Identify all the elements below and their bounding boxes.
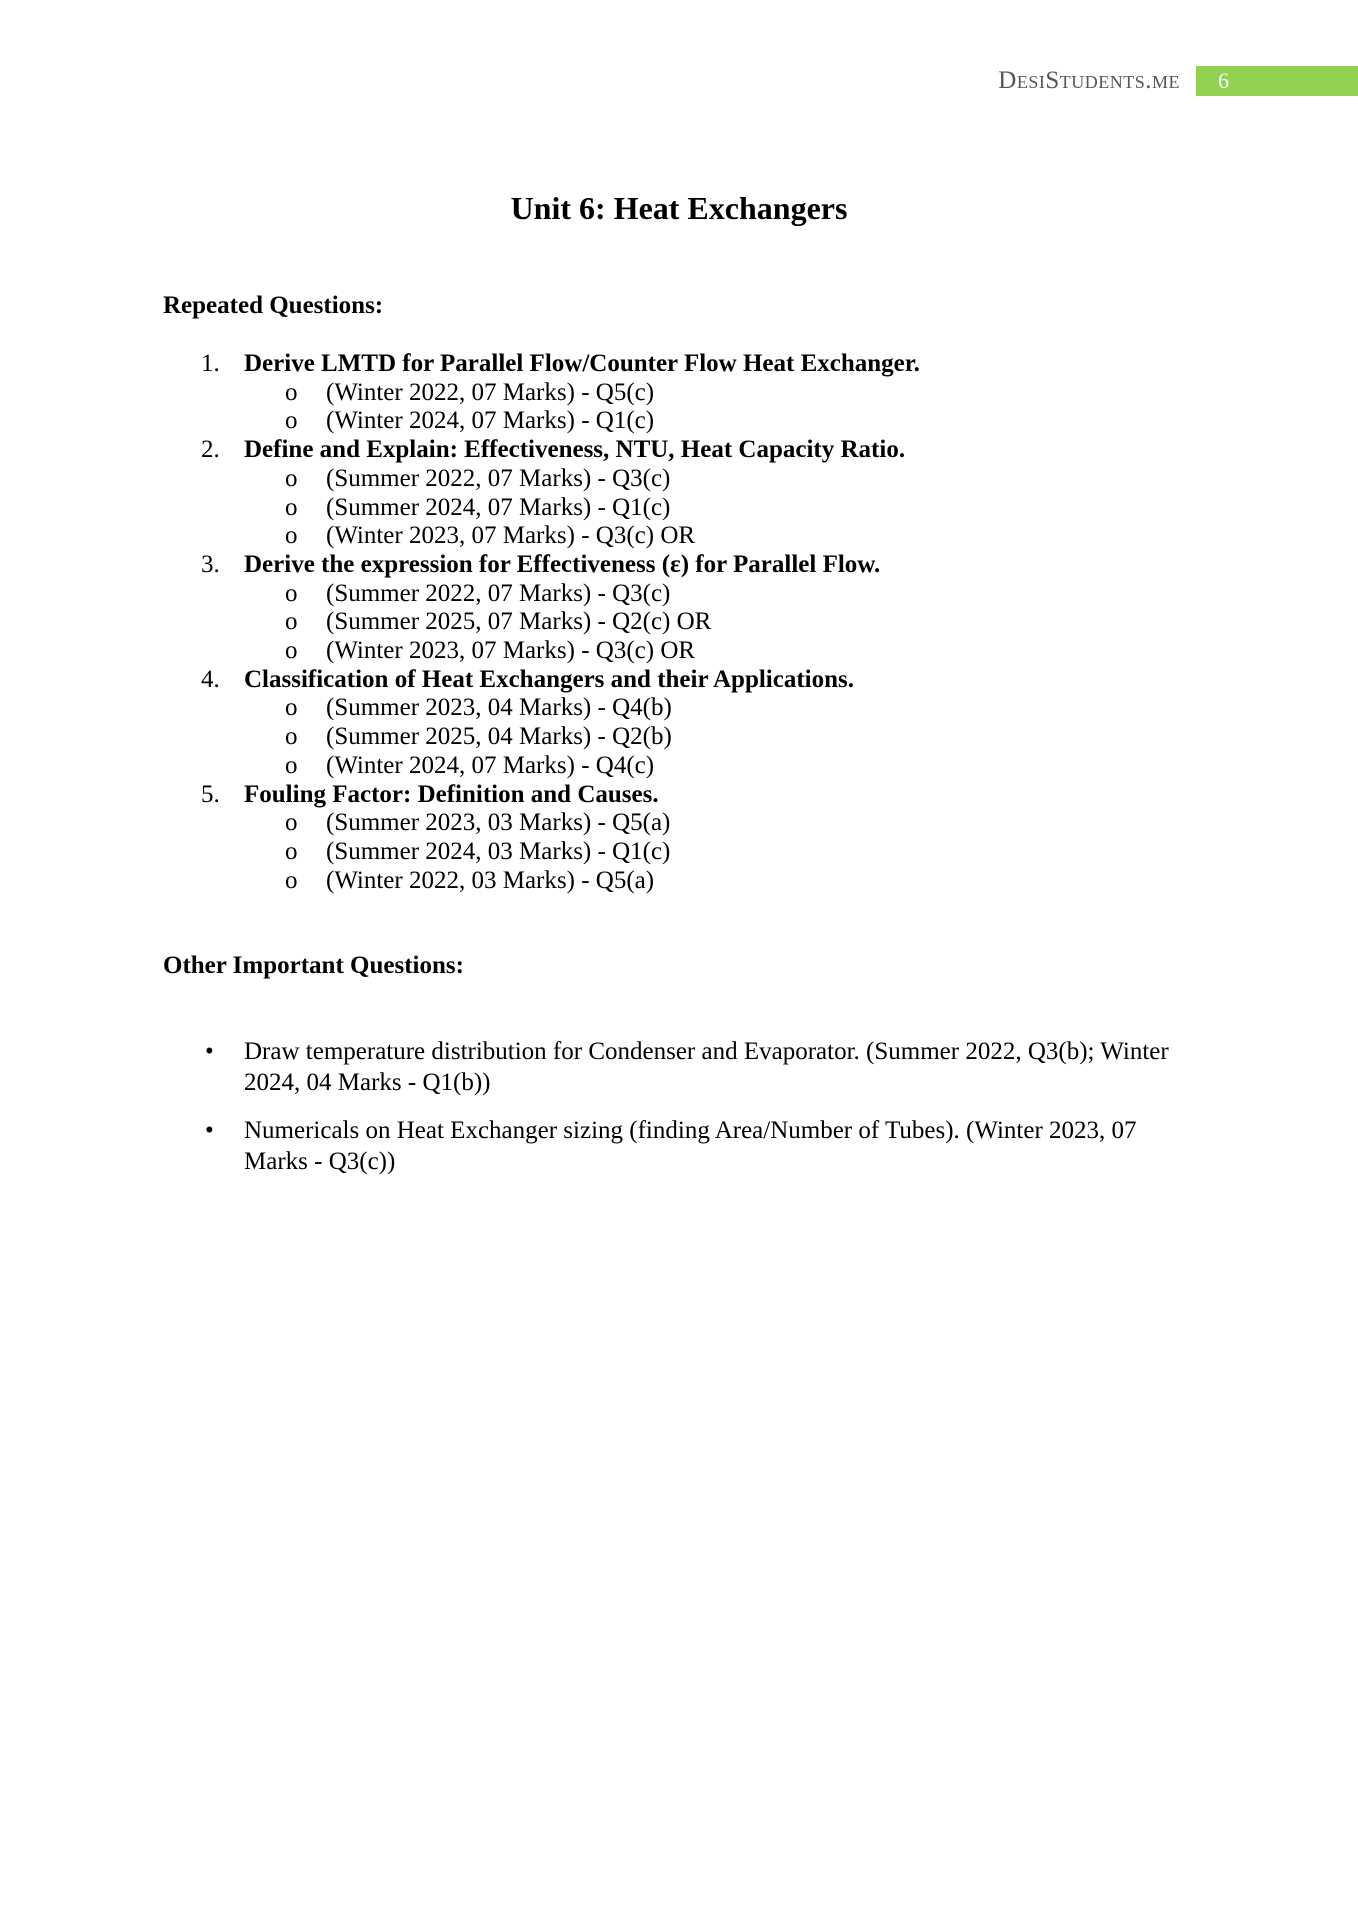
- repeated-questions-heading: Repeated Questions:: [163, 292, 384, 319]
- circle-bullet-icon: o: [285, 407, 298, 435]
- question-text: Define and Explain: Effectiveness, NTU, Heat Capacity Ratio.: [244, 436, 906, 464]
- reference-text: (Winter 2022, 03 Marks) - Q5(a): [326, 866, 655, 894]
- reference-text: (Winter 2024, 07 Marks) - Q1(c): [326, 407, 655, 435]
- reference-text: (Summer 2022, 07 Marks) - Q3(c): [326, 579, 671, 607]
- circle-bullet-icon: o: [285, 694, 298, 722]
- question-reference: [0, 637, 1358, 666]
- question-text: Fouling Factor: Definition and Causes.: [244, 780, 659, 808]
- question-text: Derive the expression for Effectiveness (ε) for Parallel Flow.: [244, 550, 881, 578]
- question-reference: [0, 723, 1358, 752]
- question-reference: [0, 809, 1358, 838]
- circle-bullet-icon: o: [285, 837, 298, 865]
- question-item: [0, 781, 1358, 896]
- circle-bullet-icon: o: [285, 809, 298, 837]
- page-title: Unit 6: Heat Exchangers: [510, 190, 848, 226]
- bullet-icon: •: [205, 1038, 214, 1065]
- reference-text: (Winter 2024, 07 Marks) - Q4(c): [326, 751, 655, 779]
- repeated-questions-list: [0, 350, 1358, 895]
- question-reference: [0, 379, 1358, 408]
- question-number: 5.: [201, 780, 220, 808]
- reference-text: (Winter 2023, 07 Marks) - Q3(c) OR: [326, 637, 696, 665]
- question-number: 4.: [201, 665, 220, 693]
- page-header: [998, 66, 1358, 96]
- reference-text: (Winter 2022, 07 Marks) - Q5(c): [326, 378, 655, 406]
- question-item: [0, 350, 1358, 436]
- circle-bullet-icon: o: [285, 378, 298, 406]
- site-name: DesiStudents.me: [998, 67, 1180, 94]
- question-item: [0, 551, 1358, 666]
- reference-text: (Winter 2023, 07 Marks) - Q3(c) OR: [326, 522, 696, 550]
- question-text: Classification of Heat Exchangers and their Applications.: [244, 665, 854, 693]
- circle-bullet-icon: o: [285, 522, 298, 550]
- circle-bullet-icon: o: [285, 464, 298, 492]
- other-question-item: [0, 1036, 1358, 1098]
- question-reference: [0, 838, 1358, 867]
- question-reference: [0, 522, 1358, 551]
- reference-text: (Summer 2022, 07 Marks) - Q3(c): [326, 464, 671, 492]
- question-text: Derive LMTD for Parallel Flow/Counter Flow Heat Exchanger.: [244, 350, 920, 377]
- question-reference: [0, 465, 1358, 494]
- circle-bullet-icon: o: [285, 637, 298, 665]
- reference-text: (Summer 2024, 03 Marks) - Q1(c): [326, 837, 671, 865]
- reference-text: (Summer 2025, 07 Marks) - Q2(c) OR: [326, 608, 712, 636]
- reference-text: (Summer 2024, 07 Marks) - Q1(c): [326, 493, 671, 521]
- circle-bullet-icon: o: [285, 751, 298, 779]
- question-heading: [0, 436, 1358, 465]
- bullet-icon: •: [205, 1117, 214, 1144]
- question-reference: [0, 694, 1358, 723]
- circle-bullet-icon: o: [285, 723, 298, 751]
- question-reference: [0, 407, 1358, 436]
- other-questions-heading: Other Important Questions:: [163, 952, 464, 979]
- other-question-text: Draw temperature distribution for Condenser and Evaporator. (Summer 2022, Q3(b); Winter 2024, 04 Marks - Q1(b)): [244, 1038, 1169, 1096]
- question-reference: [0, 494, 1358, 523]
- question-heading: [0, 551, 1358, 580]
- circle-bullet-icon: o: [285, 866, 298, 894]
- question-number: 3.: [201, 550, 220, 578]
- question-item: [0, 436, 1358, 551]
- question-reference: [0, 580, 1358, 609]
- reference-text: (Summer 2025, 04 Marks) - Q2(b): [326, 723, 672, 751]
- question-number: 1.: [201, 350, 220, 377]
- other-questions-list: [0, 1036, 1358, 1194]
- reference-text: (Summer 2023, 03 Marks) - Q5(a): [326, 809, 671, 837]
- circle-bullet-icon: o: [285, 579, 298, 607]
- question-heading: [0, 350, 1358, 379]
- reference-text: (Summer 2023, 04 Marks) - Q4(b): [326, 694, 672, 722]
- question-reference: [0, 608, 1358, 637]
- question-reference: [0, 752, 1358, 781]
- circle-bullet-icon: o: [285, 608, 298, 636]
- circle-bullet-icon: o: [285, 493, 298, 521]
- question-heading: [0, 781, 1358, 810]
- question-item: [0, 666, 1358, 781]
- other-question-text: Numericals on Heat Exchanger sizing (finding Area/Number of Tubes). (Winter 2023, 07 Marks - Q3(c)): [244, 1117, 1137, 1175]
- question-number: 2.: [201, 436, 220, 464]
- page-number: 6: [1196, 66, 1358, 96]
- other-question-item: [0, 1115, 1358, 1177]
- question-reference: [0, 867, 1358, 896]
- question-heading: [0, 666, 1358, 695]
